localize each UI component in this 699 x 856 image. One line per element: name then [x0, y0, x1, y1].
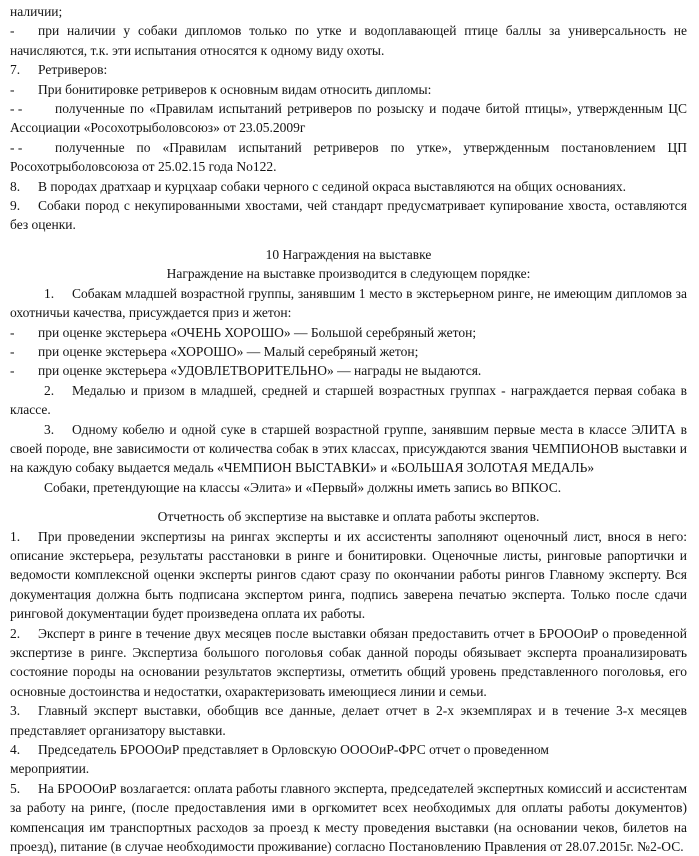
heading-text: Награждение на выставке производится в следующем порядке:	[166, 266, 531, 282]
paragraph	[10, 759, 687, 778]
paragraph-text: при наличии у собаки дипломов только по утке и водоплавающей птице баллы за универсальность не начисляются, т.к. эти испытания относятся к одному виду охоты.	[10, 23, 687, 58]
dash-marker: -	[10, 324, 15, 340]
dash-marker: -	[10, 343, 15, 359]
number-marker: 7.	[10, 62, 21, 78]
numbered-item	[10, 381, 687, 420]
paragraph-text: полученные по «Правилам испытаний ретриверов по розыску и подаче битой птицы», утвержденным ЦС Ассоциации «Росохотрыболовсоюз» от 23.05.2009г	[10, 101, 687, 136]
numbered-item	[10, 624, 687, 702]
numbered-item	[10, 60, 687, 79]
list-item	[10, 80, 687, 99]
paragraph-text: Собаки пород с некупированными хвостами, чей стандарт предусматривает купирование хвоста, оставляются без оценки.	[10, 198, 687, 233]
number-marker: 2.	[44, 382, 55, 398]
paragraph-text: при оценке экстерьера «ХОРОШО» — Малый серебряный жетон;	[38, 343, 419, 359]
paragraph-text: При бонитировке ретриверов к основным видам относить дипломы:	[38, 81, 432, 97]
section-subheading-awards	[10, 264, 687, 283]
paragraph-text: На БРОООиР возлагается: оплата работы главного эксперта, председателей экспертных комиссий и ассистентам за работу на ринге, (после предоставления ими в оргкомитет всех необходимых для оплаты работы документов) компенсация им транспортных расходов за проезд к месту проведения выставки (на основании чеков, билетов на проезд), питание (в случае необходимости проживание) согласно Постановлению Правления от 28.07.2015г. №2-ОС.	[10, 780, 687, 855]
number-marker: 1.	[10, 528, 21, 544]
double-dash-marker: - -	[10, 101, 23, 117]
paragraph-text: наличии;	[10, 4, 63, 19]
list-item	[10, 138, 687, 177]
numbered-item	[10, 177, 687, 196]
dash-marker: -	[10, 363, 15, 379]
list-item	[10, 323, 687, 342]
paragraph-text: Главный эксперт выставки, обобщив все данные, делает отчет в 2-х экземплярах и в течение 3-х месяцев представляет организатору выставки.	[10, 703, 687, 738]
paragraph	[10, 2, 687, 21]
numbered-item	[10, 420, 687, 478]
paragraph-text: мероприятии.	[10, 761, 90, 777]
paragraph-text: Собакам младшей возрастной группы, занявшим 1 место в экстерьерном ринге, не имеющим дипломов за охотничьи качества, присуждается приз и жетон:	[10, 285, 687, 321]
paragraph-text: при оценке экстерьера «ОЧЕНЬ ХОРОШО» — Большой серебряный жетон;	[38, 324, 477, 340]
number-marker: 8.	[10, 178, 21, 194]
number-marker: 9.	[10, 198, 21, 214]
list-item	[10, 99, 687, 138]
number-marker: 4.	[10, 742, 21, 758]
paragraph-text: При проведении экспертизы на рингах эксперты и их ассистенты заполняют оценочный лист, внося в него: описание экстерьера, результаты расстановки в ринге и бонитировки. Оценочные листы, ринговые рапортички и ведомости комплексной оценки эксперты рингов сдают сразу по окончании работы рингов Главному эксперту. Вся документация должна быть подписана экспертом ринга, подпись заверена печатью эксперта. Только после сдачи ринговой документации будет произведена оплата их работы.	[10, 528, 687, 622]
paragraph-text: полученные по «Правилам испытаний ретриверов по утке», утвержденным постановлением ЦП Росохотрыболовсоюза от 25.02.15 года No122.	[10, 139, 687, 175]
numbered-item	[10, 740, 687, 759]
paragraph-text: Эксперт в ринге в течение двух месяцев после выставки обязан предоставить отчет в БРОООиР о проведенной экспертизе в ринге. Экспертиза большого поголовья собак данной породы обязывает эксперта проанализировать состояние породы на основании результатов экспертизы, отметить общий уровень представленного поголовья, его основные достоинства и недостатки, охарактеризовать имеющиеся линии и семьи.	[10, 625, 687, 699]
list-item	[10, 361, 687, 380]
dash-marker: -	[10, 23, 15, 39]
number-marker: 3.	[10, 703, 21, 719]
number-marker: 5.	[10, 780, 21, 796]
number-marker: 1.	[44, 285, 55, 301]
paragraph-text: Одному кобелю и одной суке в старшей возрастной группе, занявшим первые места в классе ЭЛИТА в своей породе, вне зависимости от количества собак в этих классах, присуждаются звания ЧЕМПИОНОВ выставки и на каждую собаку выдается медаль «ЧЕМПИОН ВЫСТАВКИ» и «БОЛЬШАЯ ЗОЛОТАЯ МЕДАЛЬ»	[10, 421, 687, 476]
list-item	[10, 342, 687, 361]
numbered-item	[10, 701, 687, 740]
number-marker: 3.	[44, 421, 55, 437]
numbered-item	[10, 779, 687, 856]
numbered-item	[10, 284, 687, 323]
double-dash-marker: - -	[10, 139, 23, 155]
paragraph-text: Председатель БРОООиР представляет в Орловскую ООООиР-ФРС отчет о проведенном	[38, 742, 549, 758]
list-item	[10, 21, 687, 60]
dash-marker: -	[10, 81, 15, 97]
heading-text: 10 Награждения на выставке	[265, 246, 432, 262]
section-heading-reporting	[10, 507, 687, 526]
paragraph-text: Собаки, претендующие на классы «Элита» и «Первый» должны иметь запись во ВПКОС.	[44, 479, 562, 495]
numbered-item	[10, 196, 687, 235]
paragraph-text: Медалью и призом в младшей, средней и старшей возрастных группах - награждается первая собака в классе.	[10, 382, 687, 418]
paragraph	[10, 478, 687, 497]
numbered-item	[10, 527, 687, 624]
heading-text: Отчетность об экспертизе на выставке и оплата работы экспертов.	[157, 509, 540, 525]
paragraph-text: Ретриверов:	[38, 62, 108, 78]
paragraph-text: при оценке экстерьера «УДОВЛЕТВОРИТЕЛЬНО» — награды не выдаются.	[38, 363, 482, 379]
paragraph-text: В породах дратхаар и курцхаар собаки черного с сединой окраса выставляются на общих основаниях.	[38, 178, 627, 194]
section-heading-awards	[10, 245, 687, 264]
number-marker: 2.	[10, 625, 21, 641]
